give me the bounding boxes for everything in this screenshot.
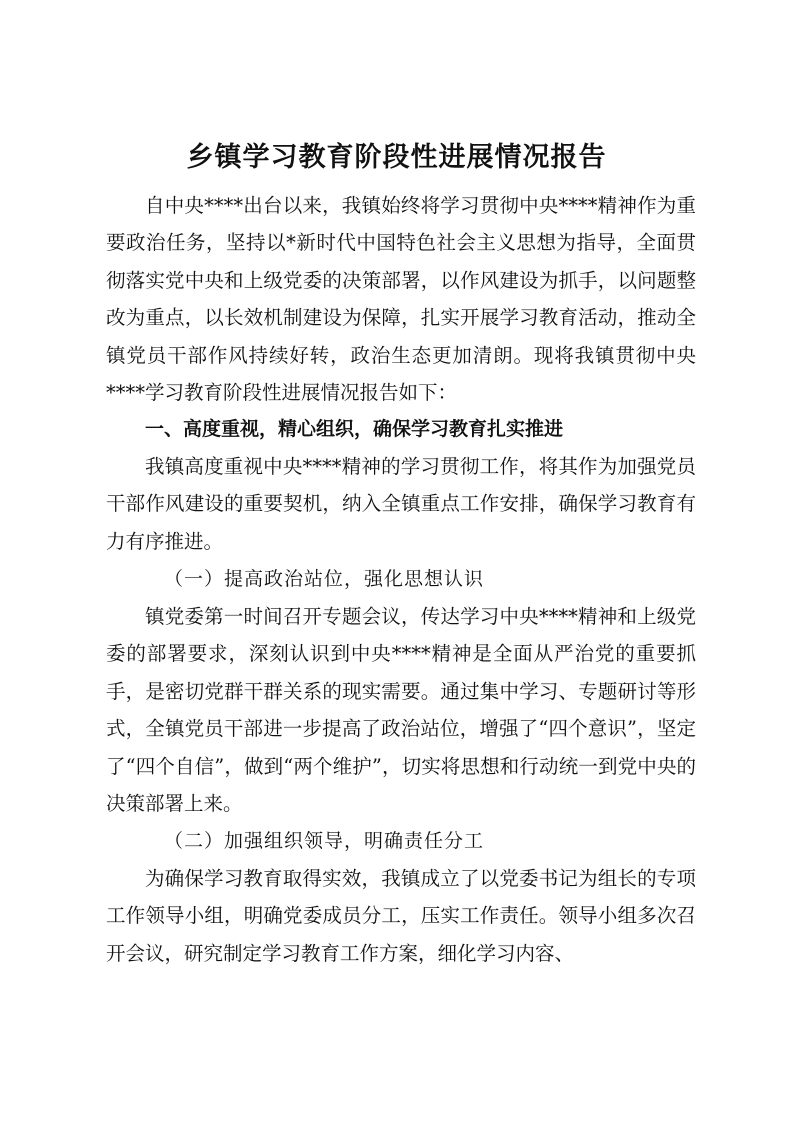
subsection-2-paragraph: 为确保学习教育取得实效，我镇成立了以党委书记为组长的专项工作领导小组，明确党委成员分工，压实工作责任。领导小组多次召开会议，研究制定学习教育工作方案，细化学习内容、: [106, 867, 696, 965]
subsection-heading-1: （一）提高政治站位，强化思想认识: [164, 568, 485, 590]
subsection-heading-2: （二）加强组织领导，明确责任分工: [164, 830, 485, 852]
section-heading-1: 一、高度重视，精心组织，确保学习教育扎实推进: [145, 418, 564, 440]
document-title: 乡镇学习教育阶段性进展情况报告: [186, 142, 607, 173]
intro-paragraph: 自中央****出台以来，我镇始终将学习贯彻中央****精神作为重要政治任务，坚持以*新时代中国特色社会主义思想为指导，全面贯彻落实党中央和上级党委的决策部署，以作风建设为抓手，以问题整改为重点，以长效机制建设为保障，扎实开展学习教育活动，推动全镇党员干部作风持续好转，政治生态更加清朗。现将我镇贯彻中央****学习教育阶段性进展情况报告如下：: [106, 194, 696, 405]
subsection-1-paragraph: 镇党委第一时间召开专题会议，传达学习中央****精神和上级党委的部署要求，深刻认识到中央****精神是全面从严治党的重要抓手，是密切党群干群关系的现实需要。通过集中学习、专题研讨等形式，全镇党员干部进一步提高了政治站位，增强了“四个意识”，坚定了“四个自信”，做到“两个维护”，切实将思想和行动统一到党中央的决策部署上来。: [106, 605, 696, 816]
section-1-paragraph: 我镇高度重视中央****精神的学习贯彻工作，将其作为加强党员干部作风建设的重要契机，纳入全镇重点工作安排，确保学习教育有力有序推进。: [106, 455, 696, 553]
